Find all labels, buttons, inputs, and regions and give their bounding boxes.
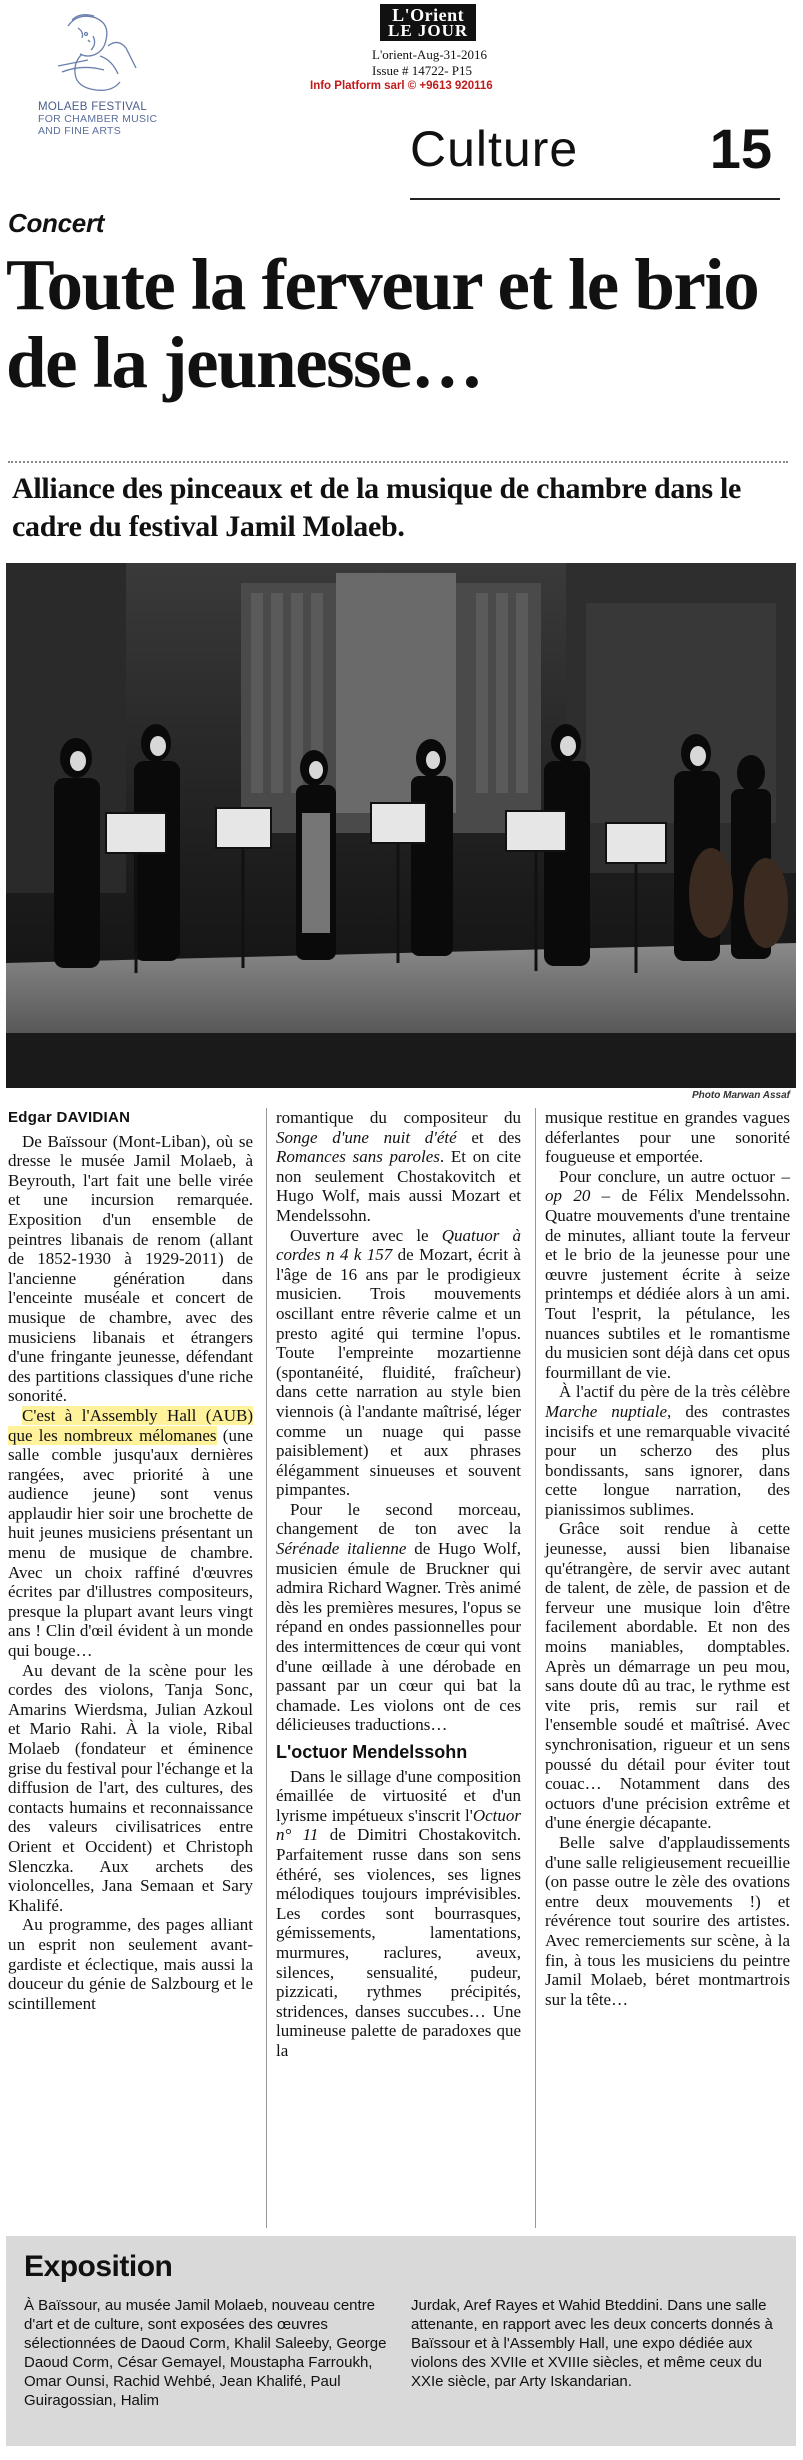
- paragraph: Au programme, des pages alliant un esprit non seulement avant-gardiste et éclectique, mais aussi la douceur du génie de Salzbourg et le scintillement: [8, 1915, 253, 2013]
- article-kicker: Concert: [8, 208, 105, 238]
- paragraph-text: de Dimitri Chostakovitch. Parfaitement russe dans son sens éthéré, ses violences, ses lignes mélodiques toujours imprévisibles. Les cordes sont bourrasques, gémissements, lamentations, murmures, raclures, aveux, silences, sensualité, pudeur, pizzicati, rythmes précipités, stridences, danses succubes… Une lumineuse palette de paradoxes que la: [276, 1825, 521, 2060]
- work-title: Octuor n° 11: [276, 1805, 521, 1845]
- paragraph-text: Ouverture avec le: [290, 1225, 442, 1245]
- paragraph-text: Dans le sillage d'une composition émaillée de virtuosité et d'un lyrisme impétueux s'inscrit l': [276, 1766, 521, 1825]
- paragraph: [545, 1382, 790, 1519]
- exposition-text-1: À Baïssour, au musée Jamil Molaeb, nouveau centre d'art et de culture, sont exposées des œuvres sélectionnées de Daoud Corm, Khalil Saleeby, George Daoud Corm, César Gemayel, Moustapha Farroukh, Omar Ounsi, Rachid Wehbé, Jean Khalifé, Paul Guiragossian, Halim: [24, 2297, 387, 2409]
- paragraph: [276, 1226, 521, 1500]
- exposition-text-2: Jurdak, Aref Rayes et Wahid Bteddini. Dans une salle attenante, en rapport avec les deux concerts donnés à Baïssour et à l'Assembly Hall, une expo dédiée aux violons des XVIIe et XVIIIe siècles, et même ceux du XXIe siècle, par Arty Iskandarian.: [411, 2297, 773, 2390]
- logo-text-line-1: MOLAEB FESTIVAL: [38, 101, 148, 113]
- work-title: Quatuor à cordes n 4 k 157: [276, 1225, 521, 1265]
- work-title: op 20: [545, 1186, 591, 1206]
- paragraph: [276, 1108, 521, 1226]
- paragraph: Grâce soit rendue à cette jeunesse, aussi bien libanaise qu'étrangère, de servir avec autant de talent, de zèle, de passion et de ferveur une musique loin d'être facilement abordable. Et non des moins maniables, domptables. Après un démarrage un peu mou, sans doute dû au trac, le rythme est vite pris, remis sur rail et l'ensemble soudé et maîtrisé. Avec synchronisation, rigueur et un sens poussé du détail pour éviter tout couac… Notamment dans des octuors d'une précision extrême et d'une énergie décapante.: [545, 1519, 790, 1833]
- paragraph-text: de Hugo Wolf, musicien émule de Bruckner qui admira Richard Wagner. Très animé dès les premières mesures, l'opus se répand en ondes passionnelles pour des intermittences de cœur qui vont d'une œillade à une dérobade en passant par un cœur qui bat la chamade. Les violons ont de ces délicieuses traductions…: [276, 1539, 521, 1735]
- nameplate-line-2: LE JOUR: [388, 21, 469, 40]
- paragraph-text: – de Félix Mendelssohn. Quatre mouvements d'une trentaine de minutes, alliant toute la ferveur et le brio de la jeunesse pour une œuvre justement écrite à seize printemps et dédiée alors à un ami. Tout l'esprit, la pétulance, les nuances subtiles et le romantisme du musicien sont déjà dans cet opus fourmillant de vie.: [545, 1186, 791, 1382]
- page-number: 15: [709, 117, 772, 180]
- nameplate-line-1: L'Orient: [392, 5, 465, 25]
- byline-last-name: DAVIDIAN: [56, 1109, 131, 1126]
- date-line: L'orient-Aug-31-2016: [372, 47, 487, 62]
- festival-logo: [38, 6, 188, 166]
- subhead-divider: [8, 461, 788, 463]
- festival-logo-drawing: [38, 6, 158, 96]
- article-column-3: [545, 1108, 790, 2009]
- paragraph-text: (une salle comble jusqu'aux dernières rangées, avec priorité à une audience jeune) sont venus applaudir hier soir une brochette de huit jeunes musiciens présentant un menu de musique de chambre. Avec un choix raffiné d'œuvres écrites par d'illustres compositeurs, presque la plupart avant leurs vingt ans ! Clin d'œil évident à un monde qui bouge…: [8, 1425, 253, 1661]
- paragraph: [276, 1500, 521, 1735]
- paragraph-text: et des: [456, 1127, 521, 1147]
- masthead: [310, 4, 630, 93]
- section-header: [410, 117, 780, 200]
- concert-photo: [6, 563, 796, 1088]
- paragraph: [8, 1406, 253, 1661]
- paragraph-text: Pour conclure, un autre octuor –: [559, 1166, 790, 1186]
- highlighted-text: C'est à l'Assembly Hall (AUB) que les nombreux mélomanes: [8, 1405, 253, 1445]
- work-title: Songe d'une nuit d'été: [276, 1127, 457, 1147]
- paragraph-text: , des contrastes incisifs et une remarquable vivacité pour un scherzo des plus bondissants, sans ignorer, dans cette longue narration, des pianissimos sublimes.: [545, 1401, 791, 1519]
- exposition-box: [6, 2236, 796, 2446]
- article-headline: Toute la ferveur et le brio de la jeunesse…: [6, 244, 759, 403]
- paragraph: [276, 1767, 521, 2061]
- paragraph-text: À l'actif du père de la très célèbre: [559, 1382, 790, 1402]
- newspaper-nameplate: [380, 4, 476, 41]
- paragraph-text: Pour le second morceau, changement de ton avec la: [276, 1499, 521, 1539]
- byline-first-name: Edgar: [8, 1109, 53, 1126]
- article-column-2: [276, 1108, 521, 2061]
- paragraph: Au devant de la scène pour les cordes des violons, Tanja Sonc, Amarins Wierdsma, Julian Azkoul et Mario Rahi. À la viole, Ribal Molaeb (fondateur et éminence grise du festival pour l'échange et la diffusion de l'art, des cultures, des contacts humains et reconnaissance des valeurs civilisatrices entre Orient et Occident) et Christoph Slenczka. Aux archets des violoncelles, Jana Semaan et Sary Khalifé.: [8, 1660, 253, 1915]
- column-divider: [535, 1108, 536, 2228]
- byline: [8, 1108, 253, 1128]
- paragraph: [545, 1167, 790, 1383]
- paragraph: musique restitue en grandes vagues déferlantes pour une sonorité fougueuse et emportée.: [545, 1108, 790, 1167]
- paragraph-text: de Mozart, écrit à l'âge de 16 ans par le prodigieux musicien. Trois mouvements oscillant entre rêverie calme et un presto agité qui termine l'opus. Toute l'empreinte mozartienne (spontanéité, fluidité, fraîcheur) dans cette narration au style bien viennois (à l'andante maîtrisé, léger comme un nuage qui passe paisiblement) et aux phrases élégamment sinueuses et souvent pimpantes.: [276, 1245, 521, 1500]
- paragraph: De Baïssour (Mont-Liban), où se dresse le musée Jamil Molaeb, à Beyrouth, l'art fait une belle virée et une incursion remarquée. Exposition d'un ensemble de peintres libanais de renom (allant de 1852-1930 à 1929-2011) de l'ancienne génération dans l'enceinte muséale et concert de musique de chambre, avec des musiciens libanais et étrangers d'une fringante jeunesse, défendant des partitions classiques d'une riche sonorité.: [8, 1131, 253, 1406]
- article-column-1: [8, 1108, 253, 2013]
- photo-credit: Photo Marwan Assaf: [692, 1090, 790, 1101]
- paragraph-text: . Et on cite non seulement Chostakovitch et Hugo Wolf, mais aussi Mozart et Mendelssohn.: [276, 1147, 521, 1225]
- paragraph: Belle salve d'applaudissements d'une salle religieusement recueillie (on passe outre le zèle des ovations entre deux mouvements !) et révérence tout sourire des artistes. Avec remerciements sur scène, à la fin, à tous les musiciens du peintre Jamil Molaeb, béret montmartrois sur la tête…: [545, 1832, 790, 2009]
- logo-text-line-3: AND FINE ARTS: [38, 125, 122, 137]
- info-platform-line: Info Platform sarl © +9613 920116: [310, 80, 493, 92]
- paragraph-text: romantique du compositeur du: [276, 1108, 521, 1127]
- section-name: Culture: [410, 121, 579, 177]
- column-divider: [266, 1108, 267, 2228]
- work-title: Sérénade italienne: [276, 1539, 407, 1559]
- section-subtitle: L'octuor Mendelssohn: [276, 1742, 468, 1762]
- article-subhead: Alliance des pinceaux et de la musique de chambre dans le cadre du festival Jamil Molaeb.: [12, 472, 742, 543]
- logo-text-line-2: FOR CHAMBER MUSIC: [38, 113, 158, 125]
- exposition-title: Exposition: [24, 2250, 173, 2283]
- work-title: Marche nuptiale: [545, 1401, 668, 1421]
- work-title: Romances sans paroles: [276, 1147, 440, 1167]
- issue-line: Issue # 14722- P15: [372, 63, 473, 78]
- concert-photo-image: [6, 563, 796, 1088]
